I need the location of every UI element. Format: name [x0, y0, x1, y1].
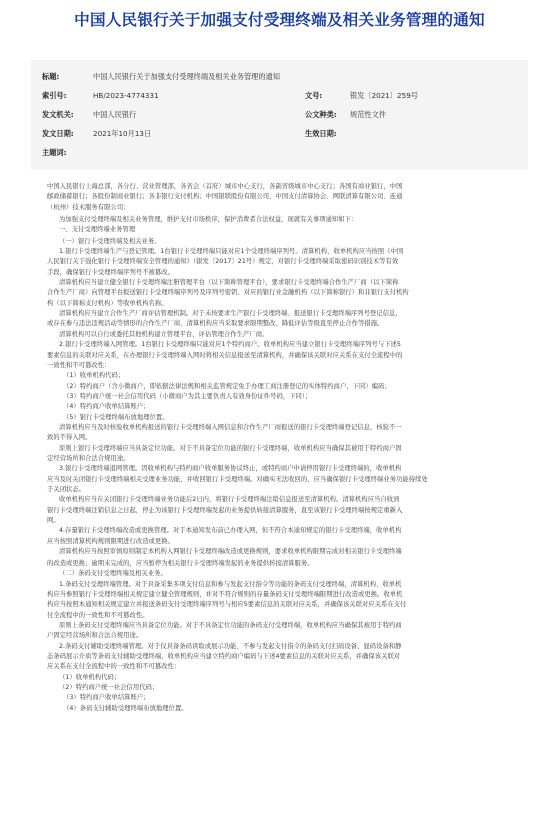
body-line: （4）条码支付辅助受理终端布放地理位置。: [63, 704, 188, 712]
body-line: 于关闭状态。: [47, 485, 86, 493]
meta-subject-label: 主题词:: [42, 148, 67, 157]
body-line: 邮政储蓄银行；各股份制商业银行；各非银行支付机构；中国银联股份有限公司、中国支付清算协会、网联清算有限公司、连通: [47, 193, 403, 201]
body-line: 1.银行卡受理终端生产与登记管理。1台银行卡受理终端只能对应1个受理终端序列号。清算机构、收单机构应当按照《中国: [59, 248, 404, 256]
meta-date-value: 2021年10月13日: [93, 129, 152, 138]
body-line: 银行卡受理终端注销信息之日起，停止为该银行卡受理终端发起的业务提供转接清算服务，直至该银行卡受理终端按规定重新入: [47, 506, 403, 514]
document-body: [47, 182, 525, 714]
body-line: 定经营场所和合法合规用途。: [47, 454, 130, 462]
body-line: 构应当按照本通知相关规定建立并报送条码支付受理终端序列号与相应5要素信息的关联对应关系，并确保该关联对应关系在支付: [47, 601, 407, 609]
meta-issuer-label: 发文机关:: [42, 110, 74, 119]
body-line: 3.银行卡受理终端退网管理。因收单机构与特约商户收单服务协议终止，或特约商户申请停用银行卡受理终端的，收单机构: [59, 465, 402, 473]
meta-title-value: 中国人民银行关于加强支付受理终端及相关业务管理的通知: [93, 72, 280, 81]
body-line: （杭州）技术服务有限公司：: [47, 203, 130, 211]
body-line: 清算机构应当及时核验收单机构报送的银行卡受理终端入网信息和合作生产厂商报送的银行卡受理终端登记信息，核验不一: [59, 423, 402, 431]
body-line: 应当及时关闭银行卡受理终端相关受理业务功能，并收回银行卡受理终端。对确实无法收回的，应当确保银行卡受理终端业务功能持续处: [47, 475, 428, 483]
body-line: 清算机构应当按照审慎原则制定本机构入网银行卡受理终端改造或更换规则，要求收单机构限期完成对相关银行卡受理终端: [59, 548, 402, 556]
body-line: （3）特约商户收单结算账户；: [63, 694, 150, 702]
meta-issuer-value: 中国人民银行: [93, 110, 137, 119]
meta-category-label: 公文种类:: [305, 110, 337, 119]
body-line: 或存在参与违法违规活动等情形的合作生产厂商，清算机构应当采取要求限期整改、降低评估等级直至停止合作等措施。: [47, 320, 384, 328]
body-line: （一）银行卡受理终端及相关业务。: [59, 237, 161, 245]
body-line: 清算机构可以自行或委托其他机构建立管理平台，评估管理合作生产厂商。: [59, 330, 269, 338]
meta-docno-value: 银发〔2021〕259号: [350, 91, 418, 100]
body-line: 清算机构应当建立健全银行卡受理终端注册管理平台（以下简称管理平台），要求银行卡受理终端合作生产厂商（以下简称: [59, 279, 399, 287]
body-line: 1.条码支付受理终端管理。对于具备采集多项支付信息和参与发起支付指令等功能的条码支付受理终端，清算机构、收单机: [59, 580, 402, 588]
body-line: 原则上银行卡受理终端应当具备定位功能。对于不具备定位功能的银行卡受理终端，收单机构应当确保其被用于特约商户固: [59, 444, 402, 452]
meta-date-label: 发文日期:: [42, 129, 74, 138]
body-line: 构（以下简称支付机构）等收单机构名称。: [47, 299, 168, 307]
meta-title-label: 标题:: [42, 72, 60, 81]
body-line: （1）收单机构代码；: [59, 673, 121, 681]
body-line: 清算机构应当建立合作生产厂商评估管理机制。对于未按要求生产银行卡受理终端、报送银行卡受理终端序列号登记信息，: [59, 310, 402, 318]
body-line: 的改造或更换；逾期未完成的，应当暂停为相关银行卡受理终端发起的业务提供转接清算服务。: [47, 559, 314, 567]
page-title: 中国人民银行关于加强支付受理终端及相关业务管理的通知: [74, 11, 485, 29]
meta-effective-label: 生效日期:: [305, 129, 337, 138]
body-line: 为加强支付受理终端及相关业务管理，维护支付市场秩序，保护消费者合法权益，现就有关事项通知如下：: [59, 215, 358, 223]
body-line: 2.条码支付辅助受理终端管理。对于仅具备条码读取或展示功能、不参与发起支付指令的条码支付扫码设备、显码设备和静: [59, 642, 402, 650]
body-line: 原则上条码支付受理终端应当具备定位功能。对于不具备定位功能的条码支付受理终端，收单机构应当确保其被用于特约商: [59, 621, 402, 629]
body-line: 付全流程中的一致性和不可篡改性。: [47, 611, 149, 619]
body-line: （2）特约商户统一社会信用代码；: [59, 684, 159, 691]
body-line: 应当按照清算机构规则限期进行改造或更换。: [47, 537, 174, 545]
body-line: 手段，确保银行卡受理终端序列号不被篡改。: [47, 268, 174, 276]
body-line: 人民银行关于强化银行卡受理终端安全管理的通知》（银发〔2017〕21号）规定，对银行卡受理终端采取密码识别技术等有效: [47, 258, 399, 266]
body-line: 一、支付受理终端业务管理: [59, 225, 136, 233]
body-line: 一致性和不可篡改性：: [47, 361, 111, 369]
body-line: （4）特约商户收单结算账户；: [63, 403, 150, 411]
meta-category-value: 规范性文件: [350, 110, 386, 119]
body-line: 网。: [47, 517, 60, 524]
body-line: 收单机构应当在关闭银行卡受理终端业务功能后2日内，将银行卡受理终端注销信息报送至清算机构。清算机构应当自收到: [59, 496, 400, 504]
body-line: 4.存量银行卡受理终端改造或更换管理。对于本通知发布前已办理入网，但不符合本通知规定的银行卡受理终端，收单机构: [59, 527, 402, 535]
meta-docno-label: 文号:: [305, 91, 323, 100]
body-line: （1）收单机构代码；: [63, 372, 125, 380]
body-line: 态条码展示介质等条码支付辅助受理终端，收单机构应当建立特约商户编码与下述4要素信息的关联对应关系，并确保该关联对: [47, 652, 401, 660]
body-line: 2.银行卡受理终端入网管理。1台银行卡受理终端只能对应1个特约商户。收单机构应当建立银行卡受理终端序列号与下述5: [59, 341, 401, 349]
body-line: 构应当参照银行卡受理终端相关规定建立健全管理规则，并对不符合规则的存量条码支付受理终端限期进行改造或更换。收单机: [47, 590, 403, 598]
body-line: 户固定经营场所和合法合规用途。: [47, 632, 143, 640]
meta-index-label: 索引号:: [42, 91, 67, 100]
body-line: 致的不得入网。: [47, 434, 92, 442]
body-line: 要素信息的关联对应关系，在办理银行卡受理终端入网时将相关信息报送至清算机构，并确保该关联对应关系在支付全流程中的: [47, 351, 403, 359]
body-line: 合作生产厂商）向管理平台报送银行卡受理终端序列号及序列号密钥、对应的银行业金融机构（以下简称银行）和非银行支付机构: [47, 289, 409, 297]
meta-index-value: HB/2023-4774331: [93, 91, 159, 100]
body-line: （二）条码支付受理终端及相关业务。: [59, 570, 167, 578]
body-line: （2）特约商户（含小微商户，即依据法律法规和相关监管规定免于办理工商注册登记的实体特约商户，下同）编码；: [63, 382, 391, 390]
document-meta-panel: [31, 60, 528, 170]
body-line: （3）特约商户统一社会信用代码（小微商户为其主要负责人有效身份证件号码，下同）；: [63, 392, 312, 400]
body-line: 应关系在支付全流程中的一致性和不可篡改性：: [47, 663, 181, 671]
body-line: （5）银行卡受理终端布放地理位置。: [63, 413, 169, 421]
body-line: 中国人民银行上海总部，各分行、营业管理部，各省会（首府）城市中心支行，各副省级城市中心支行；各国有商业银行，中国: [47, 183, 403, 190]
